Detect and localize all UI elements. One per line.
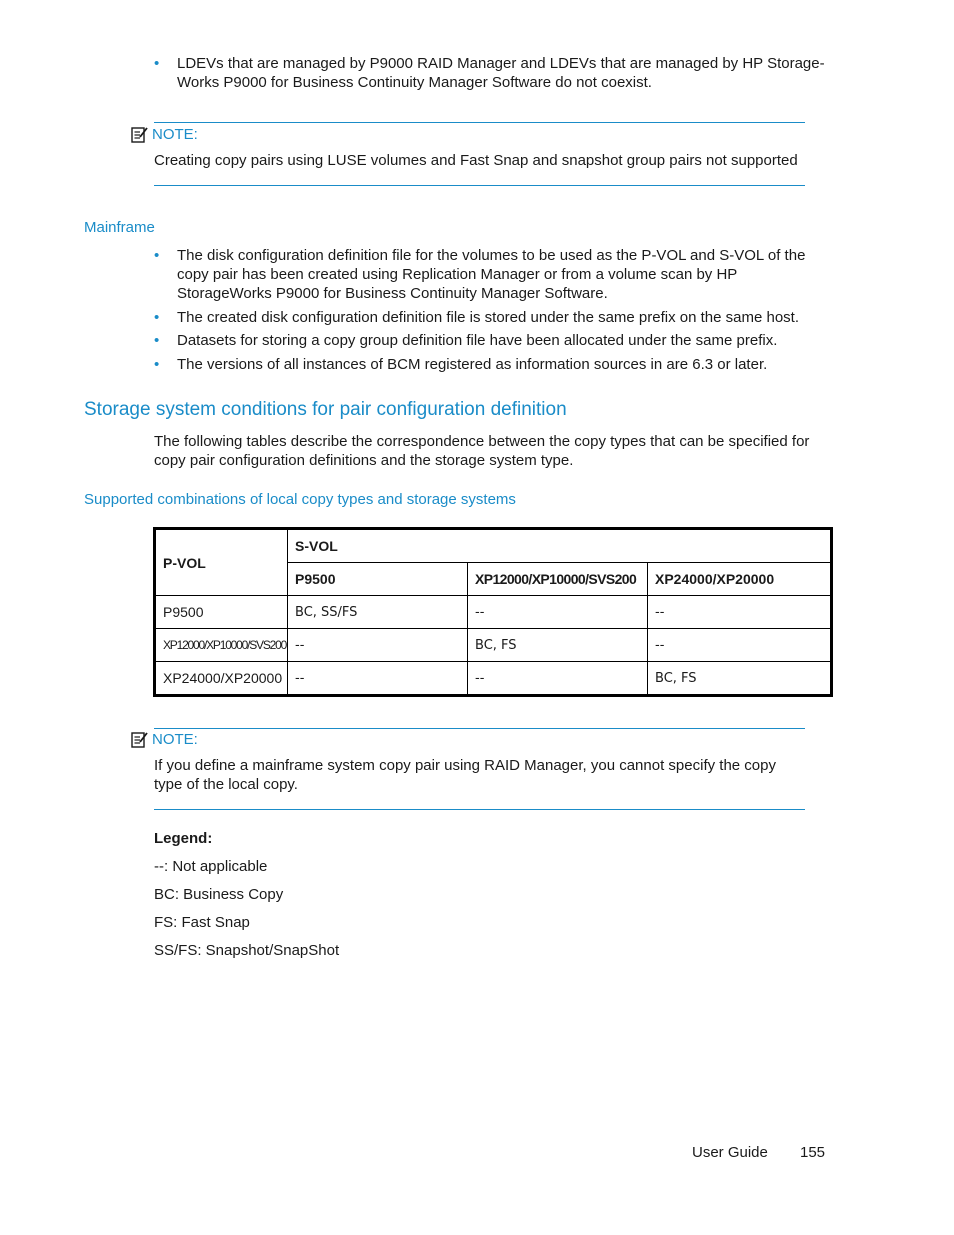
pvol-header: P-VOL (155, 529, 288, 596)
note-rule-bottom (154, 185, 805, 186)
list-item: • The versions of all instances of BCM registered as information sources in are 6.3 or later. (154, 355, 768, 373)
note-label: NOTE: (131, 126, 198, 143)
note-rule-top (154, 122, 805, 123)
legend-title: Legend: (154, 830, 213, 847)
table-caption: Supported combinations of local copy types and storage systems (84, 491, 516, 508)
table-cell: BC, FS (468, 629, 648, 662)
table-header-row (155, 529, 832, 563)
note-text: If you define a mainframe system copy pair using RAID Manager, you cannot specify the copy type of the local copy. (154, 757, 776, 793)
note-icon (131, 126, 148, 143)
legend-item: SS/FS: Snapshot/SnapShot (154, 942, 340, 959)
legend-item: FS: Fast Snap (154, 914, 250, 931)
table-cell: BC, SS/FS (288, 596, 468, 629)
page-number: 155 (800, 1144, 826, 1161)
row-label: XP12000/XP10000/SVS200 (155, 629, 288, 662)
list-item: • The created disk configuration definition file is stored under the same prefix on the same host. (154, 308, 800, 326)
column-header: XP12000/XP10000/SVS200 (468, 563, 648, 596)
note-rule-top (154, 728, 805, 729)
row-label: XP24000/XP20000 (155, 662, 288, 696)
table-cell: -- (648, 629, 832, 662)
list-item: • LDEVs that are managed by P9000 RAID Manager and LDEVs that are managed by HP Storage-Works P9000 for Business Continuity Manager Software do not coexist. (154, 55, 825, 91)
note-label: NOTE: (131, 731, 198, 748)
svol-header: S-VOL (288, 529, 832, 563)
table-cell: -- (468, 596, 648, 629)
table-row (155, 629, 832, 662)
table-cell: -- (468, 662, 648, 696)
note-rule-bottom (154, 809, 805, 810)
table-cell: -- (288, 629, 468, 662)
column-header: XP24000/XP20000 (648, 563, 832, 596)
intro-bullet-list (154, 54, 830, 97)
note-text: Creating copy pairs using LUSE volumes and Fast Snap and snapshot group pairs not supported (154, 152, 798, 169)
list-item: • The disk configuration definition file for the volumes to be used as the P-VOL and S-VOL of the copy pair has been created using Replication Manager or from a volume scan by HP StorageWorks P9000 for Business Continuity Manager Software. (154, 247, 806, 302)
section-heading: Storage system conditions for pair configuration definition (84, 399, 567, 420)
legend-item: BC: Business Copy (154, 886, 284, 903)
table-row (155, 662, 832, 696)
table-cell: -- (288, 662, 468, 696)
table-cell: -- (648, 596, 832, 629)
section-paragraph: The following tables describe the correspondence between the copy types that can be specified for copy pair configuration definitions and the storage system type. (154, 433, 810, 469)
column-header: P9500 (288, 563, 468, 596)
row-label: P9500 (155, 596, 288, 629)
copy-type-table (153, 527, 833, 697)
mainframe-heading: Mainframe (84, 219, 155, 236)
footer-label: User Guide (692, 1144, 768, 1161)
table-cell: BC, FS (648, 662, 832, 696)
list-item: • Datasets for storing a copy group definition file have been allocated under the same prefix. (154, 332, 778, 349)
table-row (155, 596, 832, 629)
legend-item: --: Not applicable (154, 858, 268, 875)
note-icon (131, 731, 148, 748)
mainframe-bullet-list (154, 246, 830, 378)
